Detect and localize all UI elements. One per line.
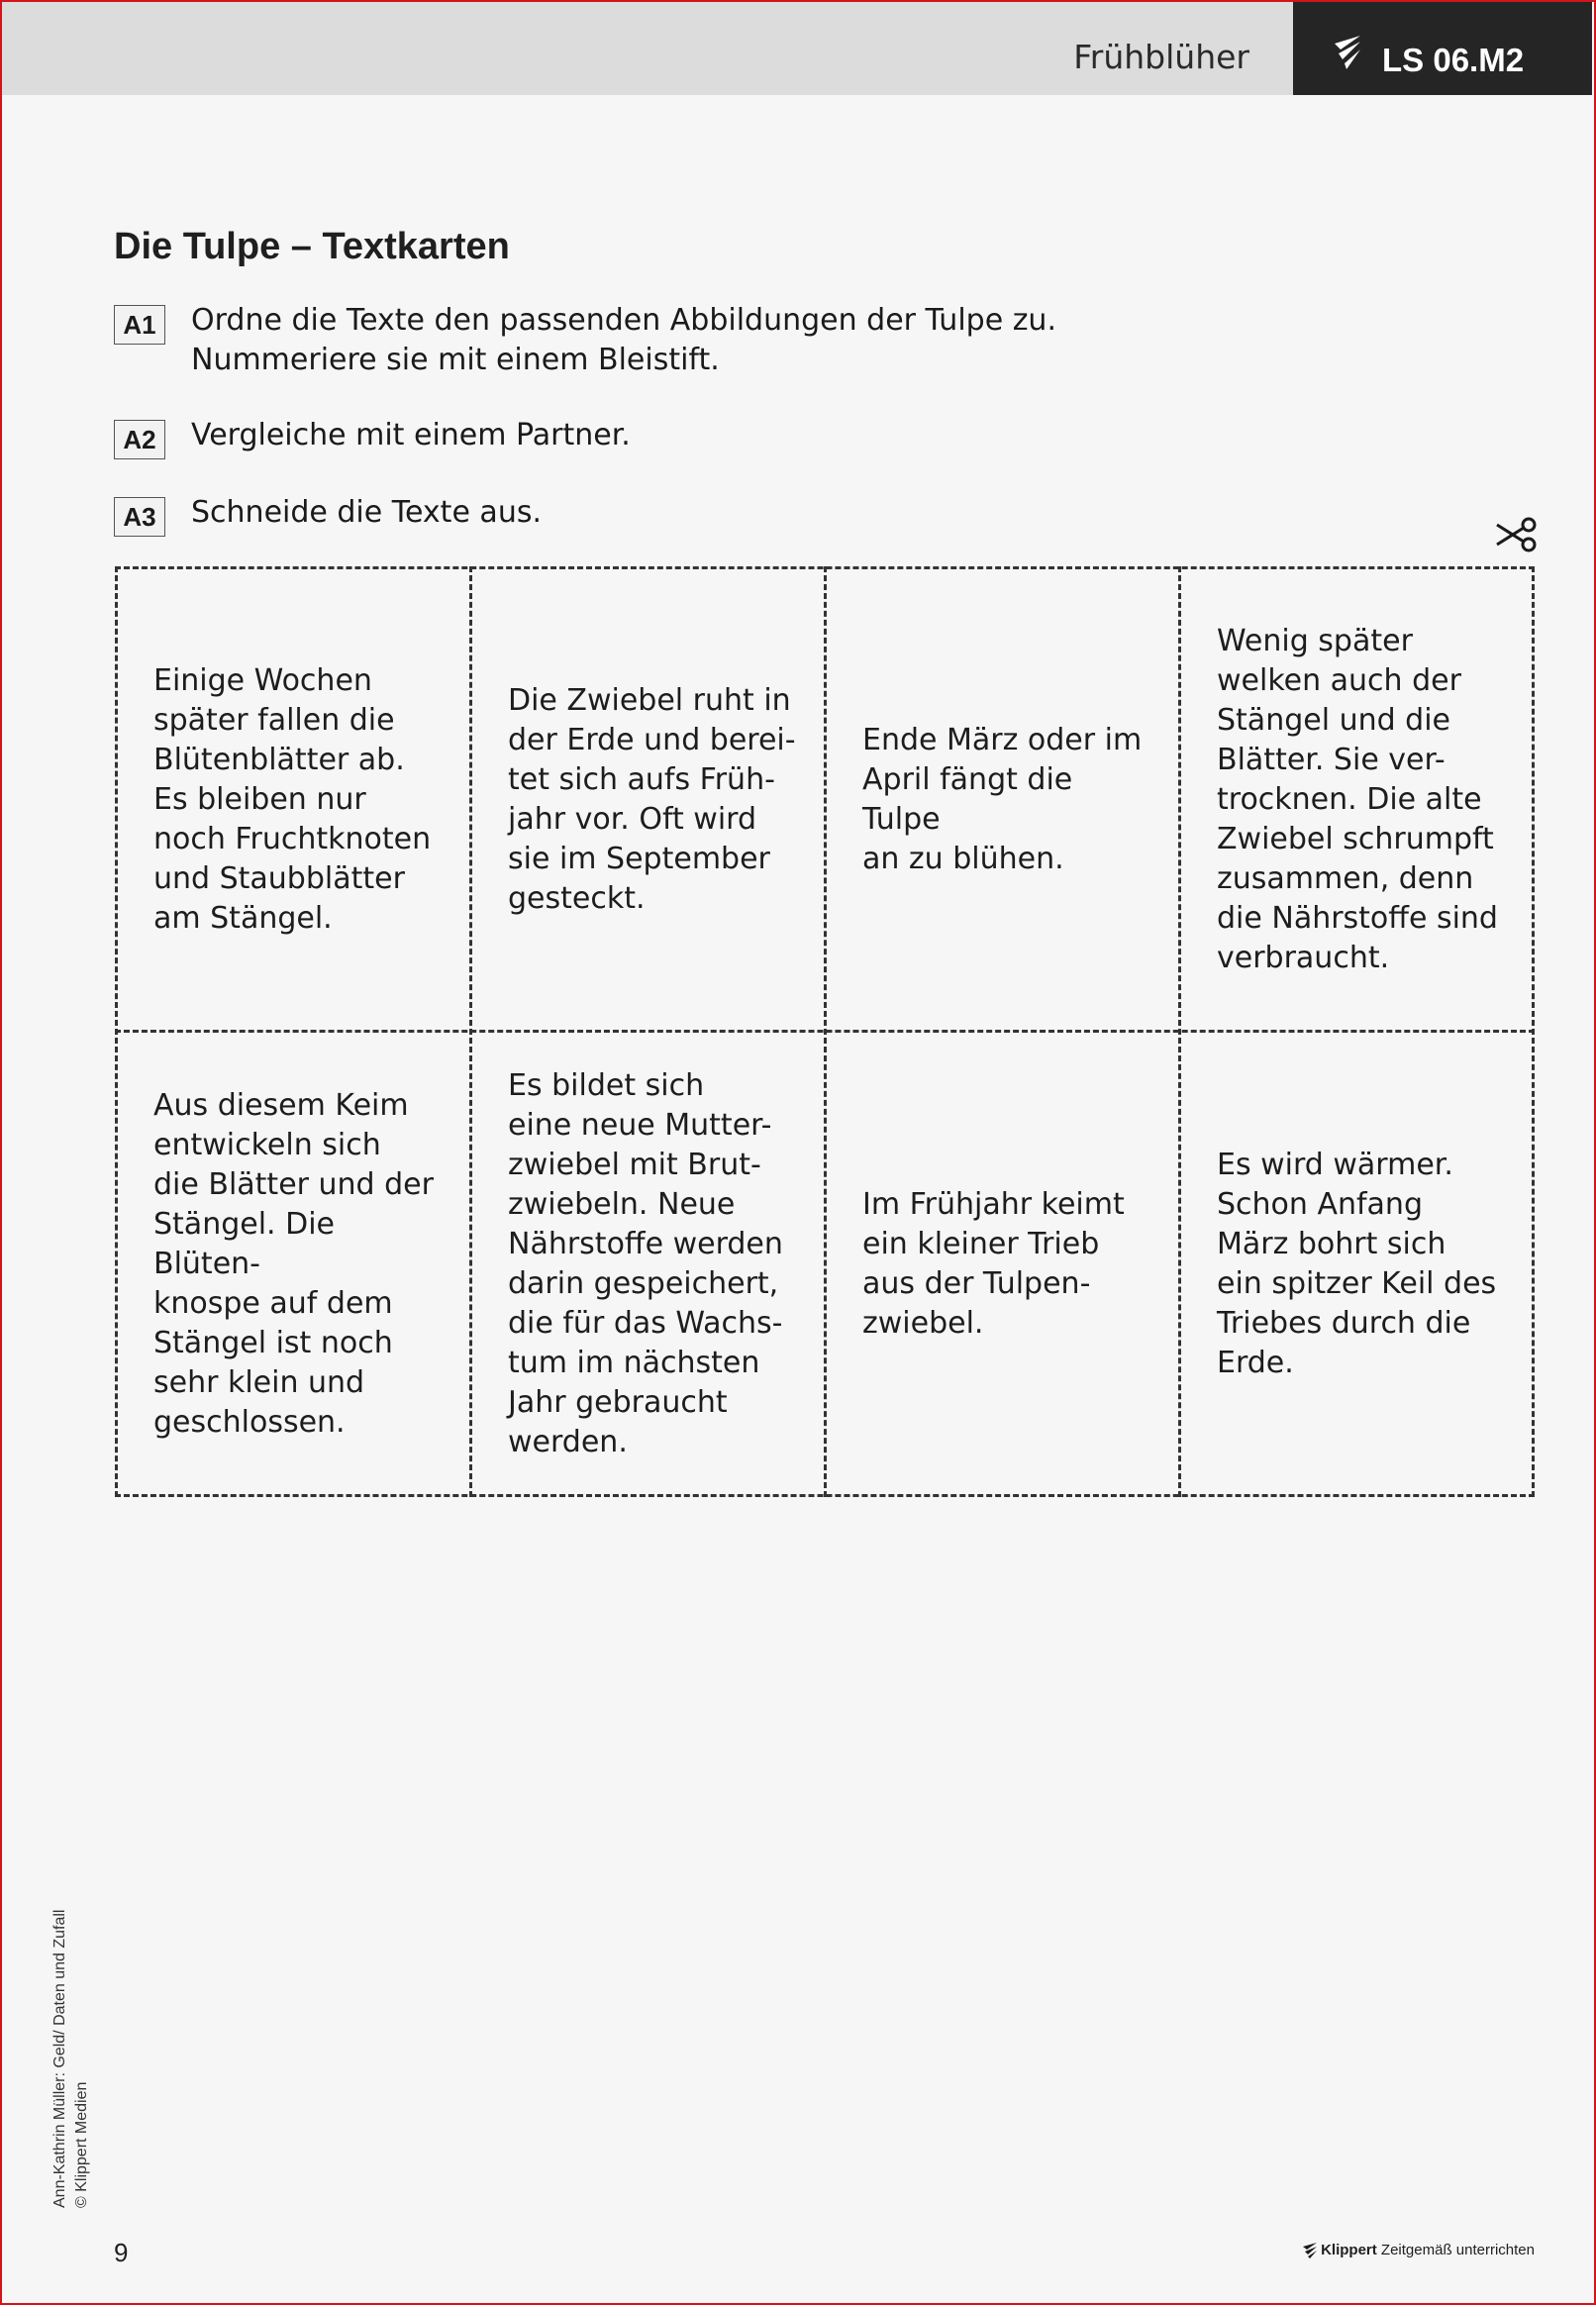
- brand-tagline: Zeitgemäß unterrichten: [1380, 2242, 1535, 2258]
- text-card: [1217, 569, 1514, 1030]
- klippert-logo-icon: [1333, 36, 1362, 75]
- author-credit: [50, 1910, 93, 2208]
- task-text-line: Ordne die Texte den passenden Abbildungen der Tulpe zu.: [191, 303, 1056, 338]
- task-badge: A1: [114, 305, 165, 345]
- task-text-line: Schneide die Texte aus.: [191, 495, 542, 530]
- task-text-line: Nummeriere sie mit einem Bleistift.: [191, 343, 720, 377]
- card-text: Die Zwiebel ruht in der Erde und berei- tet sich aufs Früh- jahr vor. Oft wird sie im September gesteckt.: [508, 682, 796, 916]
- text-card: [153, 569, 450, 1030]
- card-text: Ende März oder im April fängt die Tulpe an zu blühen.: [862, 722, 1143, 876]
- scissors-icon: [1495, 515, 1541, 554]
- text-card: [153, 1033, 450, 1495]
- card-text: Aus diesem Keim entwickeln sich die Blätter und der Stängel. Die Blüten- knospe auf dem Stängel ist noch sehr klein und geschlossen.: [153, 1087, 434, 1440]
- text-card: [862, 569, 1159, 1030]
- card-text: Im Frühjahr keimt ein kleiner Trieb aus der Tulpen- zwiebel.: [862, 1186, 1125, 1341]
- brand-name: Klippert: [1321, 2242, 1377, 2258]
- header-code-box: [1293, 2, 1592, 95]
- klippert-logo-icon: [1303, 2243, 1317, 2258]
- card-text: Wenig später welken auch der Stängel und die Blätter. Sie ver- trocknen. Die alte Zwiebel schrumpft zusammen, denn die Nährstoffe sind verbraucht.: [1217, 623, 1498, 975]
- text-card: [862, 1033, 1159, 1495]
- page-number: 9: [114, 2238, 129, 2267]
- credit-line: © Klippert Medien: [73, 2081, 90, 2208]
- text-card: [1217, 1033, 1514, 1495]
- card-text: Es bildet sich eine neue Mutter- zwiebel mit Brut- zwiebeln. Neue Nährstoffe werden darin gespeichert, die für das Wachs- tum im nächsten Jahr gebraucht werden.: [508, 1067, 783, 1459]
- card-text: Einige Wochen später fallen die Blütenblätter ab. Es bleiben nur noch Fruchtknoten und Staubblätter am Stängel.: [153, 662, 432, 936]
- task-badge: A2: [114, 420, 165, 459]
- page-title: Die Tulpe – Textkarten: [114, 226, 510, 267]
- text-card: [508, 1033, 805, 1495]
- card-text: Es wird wärmer. Schon Anfang März bohrt sich ein spitzer Keil des Triebes durch die Erde.: [1217, 1147, 1497, 1380]
- header-topic: Frühblüher: [1073, 38, 1249, 76]
- task-text-line: Vergleiche mit einem Partner.: [191, 418, 631, 452]
- worksheet-code: LS 06.M2: [1382, 42, 1525, 78]
- credit-line: Ann-Kathrin Müller: Geld/ Daten und Zufall: [51, 1909, 68, 2208]
- footer-brand: [1303, 2242, 1535, 2258]
- text-card: [508, 569, 805, 1030]
- task-badge: A3: [114, 497, 165, 537]
